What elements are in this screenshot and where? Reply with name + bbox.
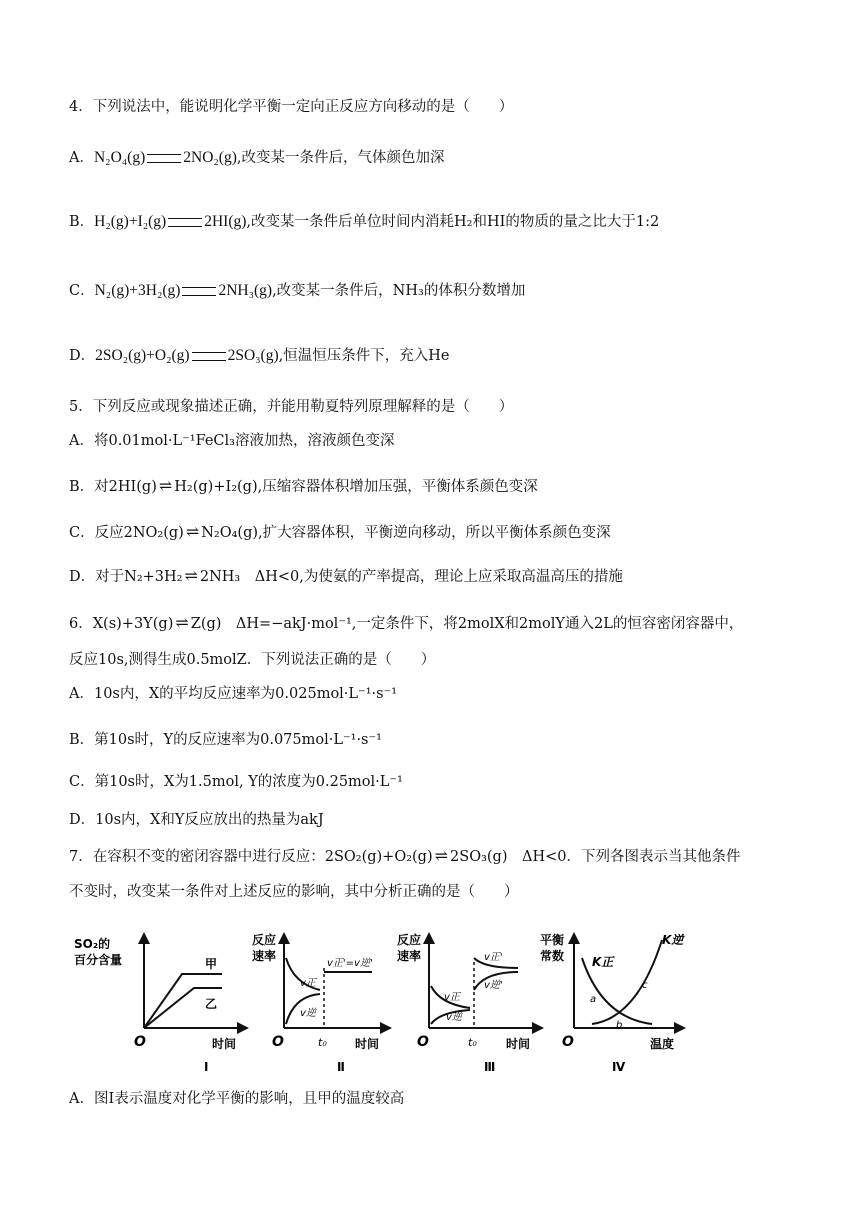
q4-option-b: B．H₂(g)+I₂(g) 2HI(g),改变某一条件后单位时间内消耗H₂和HI的物质的量之比大于1:2 xyxy=(69,213,660,230)
q6-option-a: A．10s内，X的平均反应速率为0.025mol·L⁻¹·s⁻¹ xyxy=(69,686,398,702)
fig3-t0: t₀ xyxy=(468,1036,477,1049)
fig2-ylabel-2: 速率 xyxy=(252,949,277,963)
fig4-curve-kn xyxy=(592,940,662,1024)
fig4-ylabel-2: 常数 xyxy=(540,949,565,963)
fig4-point-c: c xyxy=(642,980,648,991)
fig4-origin: O xyxy=(562,1034,574,1050)
equals-arrow xyxy=(168,218,202,227)
fig1-ylabel-2: 百分含量 xyxy=(74,953,123,967)
fig2-label-eq: v正'=v逆' xyxy=(327,958,373,969)
fig3-origin: O xyxy=(417,1034,429,1050)
fig2-t0: t₀ xyxy=(318,1036,327,1049)
q5-option-c: C．反应2NO₂(g) ⇌ N₂O₄(g),扩大容器体积，平衡逆向移动，所以平衡体系颜色变深 xyxy=(69,522,611,541)
q7-option-a: A．图Ⅰ表示温度对化学平衡的影响，且甲的温度较高 xyxy=(69,1091,405,1107)
q4-option-c: C．N₂(g)+3H₂(g) 2NH₃(g),改变某一条件后，NH₃的体积分数增加 xyxy=(69,282,526,299)
fig1-ylabel-1: SO₂的 xyxy=(74,937,111,951)
q7-figures xyxy=(72,928,712,1078)
fig4-point-b: b xyxy=(616,1020,623,1031)
fig2-origin: O xyxy=(272,1034,284,1050)
fig4-number: Ⅳ xyxy=(612,1060,626,1074)
q5-option-a: A．将0.01mol·L⁻¹FeCl₃溶液加热，溶液颜色变深 xyxy=(69,433,395,449)
reversible-arrow: ⇌ xyxy=(185,522,200,541)
q5-option-d: D．对于N₂+3H₂ ⇌ 2NH₃ ΔH<0,为使氨的产率提高，理论上应采取高温高压的措施 xyxy=(69,566,623,585)
fig3-label-vz2: v正' xyxy=(484,952,503,963)
equals-arrow xyxy=(147,154,181,163)
q4-option-a: A．N₂O₄(g) 2NO₂(g),改变某一条件后，气体颜色加深 xyxy=(69,149,445,166)
q6-option-c: C．第10s时，X为1.5mol, Y的浓度为0.25mol·L⁻¹ xyxy=(69,774,403,790)
q6-option-b: B．第10s时，Y的反应速率为0.075mol·L⁻¹·s⁻¹ xyxy=(69,732,382,748)
q7-stem-2: 不变时，改变某一条件对上述反应的影响，其中分析正确的是（ ） xyxy=(69,884,519,900)
fig2-xlabel: 时间 xyxy=(355,1037,380,1051)
fig2-number: Ⅱ xyxy=(337,1060,345,1074)
fig1-origin: O xyxy=(134,1034,146,1050)
equals-arrow xyxy=(192,352,226,361)
fig3-label-vz: v正 xyxy=(444,992,460,1003)
fig1-xlabel: 时间 xyxy=(212,1037,237,1051)
reversible-arrow: ⇌ xyxy=(158,476,173,495)
fig4-point-a: a xyxy=(590,994,597,1005)
q6-stem: 6．X(s)+3Y(g) ⇌ Z(g) ΔH=−akJ·mol⁻¹,一定条件下，将2molX和2molY通入2L的恒容密闭容器中， xyxy=(69,613,744,632)
q5-option-b: B．对2HI(g) ⇌ H₂(g)+I₂(g),压缩容器体积增加压强，平衡体系颜色变深 xyxy=(69,476,538,495)
fig1-number: Ⅰ xyxy=(204,1060,209,1074)
reversible-arrow: ⇌ xyxy=(184,566,198,585)
fig2-ylabel-1: 反应 xyxy=(252,933,277,947)
fig3-number: Ⅲ xyxy=(484,1060,496,1074)
figure-1 xyxy=(74,934,247,1074)
fig3-label-vn2: v逆' xyxy=(484,980,503,991)
fig1-label-yi: 乙 xyxy=(205,997,218,1011)
q6-option-d: D．10s内，X和Y反应放出的热量为akJ xyxy=(69,812,324,828)
q7-stem: 7．在容积不变的密闭容器中进行反应：2SO₂(g)+O₂(g) ⇌ 2SO₃(g) ΔH<0．下列各图表示当其他条件 xyxy=(69,846,741,865)
q4-option-d: D．2SO₂(g)+O₂(g) 2SO₃(g),恒温恒压条件下，充入He xyxy=(69,347,450,364)
figure-2 xyxy=(252,932,390,1074)
equals-arrow xyxy=(182,287,216,296)
fig1-label-jia: 甲 xyxy=(205,957,218,971)
figure-4 xyxy=(540,932,685,1074)
fig2-label-vn: v逆 xyxy=(300,1008,316,1019)
q5-stem: 5．下列反应或现象描述正确，并能用勒夏特列原理解释的是（ ） xyxy=(69,399,514,415)
fig3-xlabel: 时间 xyxy=(506,1037,531,1051)
fig4-label-kz: K正 xyxy=(592,955,614,969)
fig4-ylabel-1: 平衡 xyxy=(540,933,565,947)
figure-3 xyxy=(397,932,542,1074)
fig3-label-vn: v逆 xyxy=(446,1012,462,1023)
q6-stem-2: 反应10s,测得生成0.5molZ．下列说法正确的是（ ） xyxy=(69,652,436,668)
fig3-ylabel-1: 反应 xyxy=(397,933,422,947)
fig3-ylabel-2: 速率 xyxy=(397,949,422,963)
fig2-label-vz: v正 xyxy=(300,978,316,989)
fig4-xlabel: 温度 xyxy=(650,1037,675,1051)
q4-stem: 4．下列说法中，能说明化学平衡一定向正反应方向移动的是（ ） xyxy=(69,99,514,115)
fig4-label-kn: K逆 xyxy=(662,933,684,947)
reversible-arrow: ⇌ xyxy=(175,613,189,632)
reversible-arrow: ⇌ xyxy=(434,846,449,865)
